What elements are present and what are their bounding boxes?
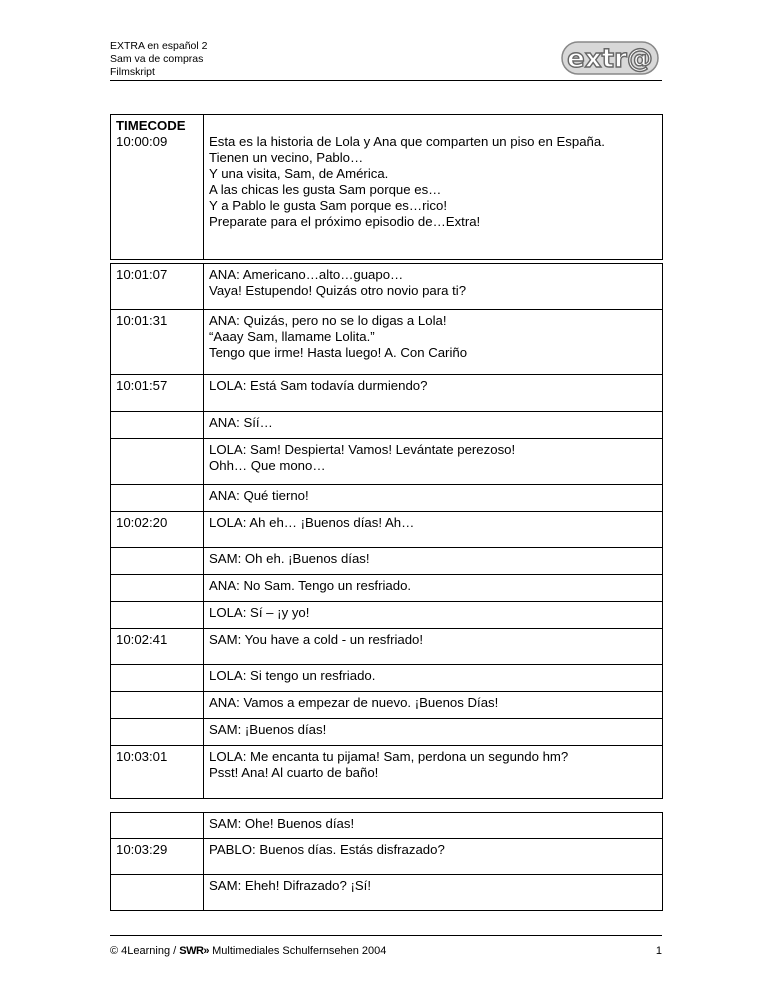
- dialogue-line: LOLA: Sam! Despierta! Vamos! Levántate perezoso!: [209, 442, 516, 457]
- dialogue-line: Tienen un vecino, Pablo…: [209, 150, 364, 165]
- dialogue-line: Vaya! Estupendo! Quizás otro novio para ti?: [209, 283, 467, 298]
- dialogue-cell: [204, 839, 663, 875]
- dialogue-cell: [204, 264, 663, 310]
- dialogue-cell: [204, 412, 663, 439]
- dialogue-cell: [204, 512, 663, 548]
- header-line-doctype: Filmskript: [110, 66, 155, 78]
- timecode-cell: [111, 839, 204, 875]
- dialogue-line: Ohh… Que mono…: [209, 458, 326, 473]
- dialogue-line: Psst! Ana! Al cuarto de baño!: [209, 765, 379, 780]
- dialogue-table-continued: [110, 812, 663, 911]
- dialogue-line: Preparate para el próximo episodio de…Extra!: [209, 214, 481, 229]
- footer-divider: [110, 935, 662, 936]
- script-row: [111, 629, 663, 665]
- script-row: [111, 512, 663, 548]
- dialogue-cell: [204, 746, 663, 799]
- dialogue-cell: [204, 629, 663, 665]
- dialogue-line: ANA: Vamos a empezar de nuevo. ¡Buenos Días!: [209, 695, 499, 710]
- dialogue-cell: [204, 310, 663, 375]
- header-line-course: EXTRA en español 2: [110, 40, 208, 52]
- timecode: 10:01:31: [116, 313, 168, 328]
- dialogue-cell: [204, 115, 663, 260]
- dialogue-cell: [204, 485, 663, 512]
- dialogue-line: SAM: Eheh! Difrazado? ¡Sí!: [209, 878, 371, 893]
- timecode-cell: [111, 375, 204, 412]
- dialogue-cell: [204, 575, 663, 602]
- dialogue-line: ANA: No Sam. Tengo un resfriado.: [209, 578, 412, 593]
- page-number: 1: [655, 945, 662, 957]
- script-row: [111, 602, 663, 629]
- timecode-cell: [111, 602, 204, 629]
- script-row: [111, 548, 663, 575]
- timecode: 10:03:01: [116, 749, 168, 764]
- timecode-cell: [111, 548, 204, 575]
- timecode: 10:01:57: [116, 378, 168, 393]
- dialogue-line: ANA: Qué tierno!: [209, 488, 309, 503]
- timecode-cell: [111, 746, 204, 799]
- swr-logo: SWR»: [179, 945, 210, 957]
- timecode-cell: [111, 485, 204, 512]
- script-row: [111, 439, 663, 485]
- dialogue-line: Tengo que irme! Hasta luego! A. Con Cariño: [209, 345, 468, 360]
- dialogue-line: LOLA: Si tengo un resfriado.: [209, 668, 376, 683]
- dialogue-line: ANA: Quizás, pero no se lo digas a Lola!: [209, 313, 447, 328]
- dialogue-cell: [204, 665, 663, 692]
- timecode: 10:01:07: [116, 267, 168, 282]
- intro-table: [110, 114, 663, 260]
- dialogue-line: ANA: Síí…: [209, 415, 273, 430]
- timecode-cell: [111, 512, 204, 548]
- logo-text: extr@: [567, 44, 653, 74]
- timecode-cell: [111, 264, 204, 310]
- dialogue-cell: [204, 602, 663, 629]
- dialogue-line: SAM: Oh eh. ¡Buenos días!: [209, 551, 370, 566]
- script-row: [111, 575, 663, 602]
- dialogue-line: ANA: Americano…alto…guapo…: [209, 267, 404, 282]
- footer-copyright: © 4Learning /: [110, 945, 180, 957]
- dialogue-cell: [204, 692, 663, 719]
- dialogue-line: Y una visita, Sam, de América.: [209, 166, 389, 181]
- timecode-cell: [111, 719, 204, 746]
- dialogue-line: SAM: ¡Buenos días!: [209, 722, 327, 737]
- timecode: 10:02:41: [116, 632, 168, 647]
- dialogue-line: LOLA: Ah eh… ¡Buenos días! Ah…: [209, 515, 415, 530]
- script-row: [111, 813, 663, 839]
- timecode-cell: [111, 575, 204, 602]
- script-row: [111, 839, 663, 875]
- timecode-cell: [111, 665, 204, 692]
- timecode-cell: [111, 875, 204, 911]
- timecode-cell: [111, 439, 204, 485]
- script-row: [111, 719, 663, 746]
- timecode: 10:03:29: [116, 842, 168, 857]
- timecode-cell: [111, 310, 204, 375]
- script-row: [111, 485, 663, 512]
- timecode-cell: [111, 412, 204, 439]
- dialogue-line: “Aaay Sam, llamame Lolita.”: [209, 329, 375, 344]
- dialogue-line: LOLA: Me encanta tu pijama! Sam, perdona un segundo hm?: [209, 749, 569, 764]
- dialogue-line: Y a Pablo le gusta Sam porque es…rico!: [209, 198, 447, 213]
- dialogue-cell: [204, 719, 663, 746]
- timecode: 10:00:09: [116, 134, 168, 149]
- dialogue-cell: [204, 548, 663, 575]
- dialogue-line: LOLA: Sí – ¡y yo!: [209, 605, 310, 620]
- timecode: 10:02:20: [116, 515, 168, 530]
- timecode-cell: [111, 813, 204, 839]
- dialogue-line: SAM: You have a cold - un resfriado!: [209, 632, 424, 647]
- script-row: [111, 115, 663, 260]
- timecode-cell: [111, 692, 204, 719]
- timecode-cell: [111, 115, 204, 260]
- extra-logo: [560, 38, 660, 78]
- dialogue-line: Esta es la historia de Lola y Ana que comparten un piso en España.: [209, 134, 605, 149]
- dialogue-line: SAM: Ohe! Buenos días!: [209, 816, 355, 831]
- dialogue-line: PABLO: Buenos días. Estás disfrazado?: [209, 842, 445, 857]
- script-row: [111, 875, 663, 911]
- script-row: [111, 746, 663, 799]
- footer-publisher: Multimediales Schulfernsehen 2004: [209, 945, 387, 957]
- script-row: [111, 264, 663, 310]
- document-footer: [110, 944, 662, 958]
- dialogue-line: A las chicas les gusta Sam porque es…: [209, 182, 442, 197]
- script-row: [111, 375, 663, 412]
- timecode-cell: [111, 629, 204, 665]
- script-row: [111, 692, 663, 719]
- dialogue-line: LOLA: Está Sam todavía durmiendo?: [209, 378, 428, 393]
- header-line-episode: Sam va de compras: [110, 53, 204, 65]
- dialogue-cell: [204, 813, 663, 839]
- dialogue-cell: [204, 439, 663, 485]
- dialogue-cell: [204, 375, 663, 412]
- dialogue-table: [110, 263, 663, 799]
- script-row: [111, 665, 663, 692]
- script-row: [111, 412, 663, 439]
- timecode-heading: TIMECODE: [116, 118, 186, 133]
- script-row: [111, 310, 663, 375]
- dialogue-cell: [204, 875, 663, 911]
- header-divider: [110, 80, 662, 81]
